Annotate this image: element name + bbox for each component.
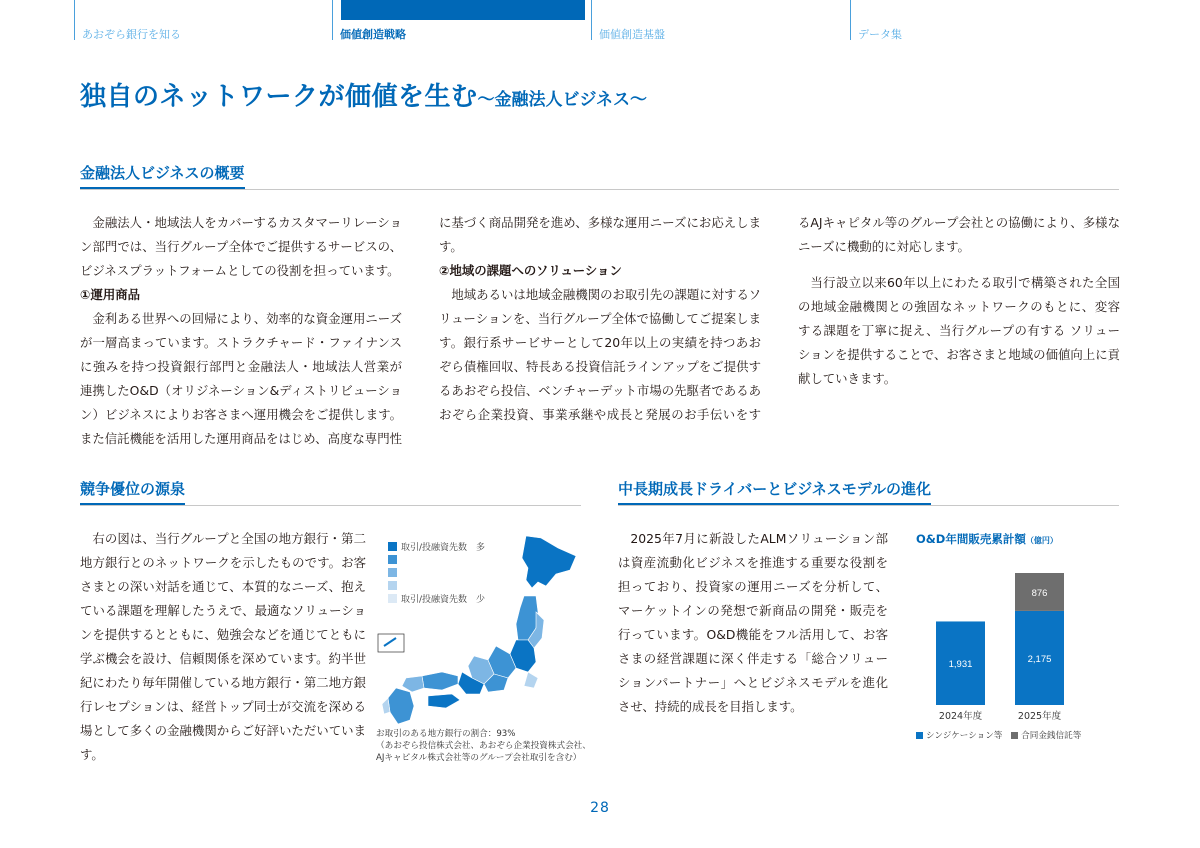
page-title-sub: ～金融法人ビジネス～ <box>477 90 648 110</box>
competitive-body <box>80 527 366 767</box>
overview-paragraph: 当行設立以来60年以上にわたる取引で構築された全国の地域金融機関との強固なネットワークのもとに、変容する課題を丁寧に捉え、当行グループの有する ソリューションを提供することで、お客さまと地域の価値向上に貢献していきます。 <box>798 275 1120 386</box>
chart-title <box>916 531 1058 547</box>
overview-paragraph: 金利ある世界への回帰により、効率的な資金運用ニーズが一層高まっています。ストラクチャード・ファイナンスに強みを持つ投資銀行部門と金融法人・地域法人営業が連携したO&D（オリジネーション&ディストリビューション）ビジネスによりお客さまへ運用機会をご提供します。また信託機能を活用した運用商品をはじめ、高度な専門性に基づく商品開発を進め、多様な運用ニーズにお応えします。 <box>80 215 761 446</box>
tab-data[interactable] <box>850 0 1108 40</box>
growth-paragraph: 2025年7月に新設したALMソリューション部は資産流動化ビジネスを推進する重要な役割を担っており、投資家の運用ニーズを分析して、マーケットインの発想で新商品の開発・販売を行っています。O&D機能をフル活用して、お客さまの経営課題に深く伴走する「総合ソリューションパートナー」へとビジネスモデルを進化させ、持続的成長を目指します。 <box>618 531 888 714</box>
competitive-paragraph: 右の図は、当行グループと全国の地方銀行・第二地方銀行とのネットワークを示したものです。お客さまとの深い対話を通じて、本質的なニーズ、抱えている課題を理解したうえで、最適なソリューションを提供するとともに、勉強会などを通じてともに学ぶ機会を設け、信頼関係を深めています。約半世紀にわたり毎年開催している地方銀行・第二地方銀行レセプションは、経営トップ同士が交流を深める場として多くの金融機関からご好評いただいています。 <box>80 531 366 762</box>
overview-paragraph: 金融法人・地域法人をカバーするカスタマーリレーション部門では、当行グループ全体でご提供するサービスの、ビジネスプラットフォームとしての役割を担っています。 <box>80 215 402 278</box>
tab-value-creation-foundation[interactable] <box>591 0 849 40</box>
section-heading-text: 金融法人ビジネスの概要 <box>80 162 245 189</box>
legend-label-low: 取引/投融資先数 少 <box>401 595 486 605</box>
page-title <box>80 76 647 113</box>
map-legend <box>388 540 508 605</box>
legend-row <box>388 553 508 566</box>
map-note <box>376 728 591 764</box>
section-heading-text: 中長期成長ドライバーとビジネスモデルの進化 <box>618 478 931 505</box>
chart-legend <box>916 729 1087 741</box>
growth-body <box>618 527 888 719</box>
legend-label-high: 取引/投融資先数 多 <box>401 543 486 553</box>
tab-value-creation-strategy[interactable] <box>332 0 590 40</box>
chart-unit: （億円） <box>1025 536 1058 545</box>
bar-value-label: 876 <box>1031 587 1048 599</box>
legend-swatch <box>388 581 397 590</box>
tab-about[interactable] <box>74 0 332 40</box>
od-sales-chart <box>910 560 1110 745</box>
legend-row <box>388 579 508 592</box>
legend-swatch <box>388 594 397 603</box>
map-note-line: AJキャピタル株式会社等のグループ会社取引を含む） <box>376 753 582 763</box>
active-tab-indicator <box>341 0 585 20</box>
overview-paragraph: 地域あるいは地域金融機関のお取引先の課題に対するソリューションを、当行グループ全体で協働してご提案します。銀行系サービサーとして20年以上の実績を持つあおぞら債権回収、特長ある投資信託ラインアップをご提供するあおぞら投信、ベンチャーデット市場の先駆者であるあおぞら企業投資、事業承継や成長と発展のお手伝いをするAJキャピタル等のグループ会社との協働により、多様なニーズに機動的に対応します。 <box>439 215 1120 422</box>
legend-row <box>388 540 508 553</box>
page-number: 28 <box>590 800 610 816</box>
section-heading-growth <box>618 478 1119 506</box>
legend-swatch <box>1011 732 1018 739</box>
map-note-line: お取引のある地方銀行の割合：93% <box>376 729 516 739</box>
section-heading-competitive <box>80 478 581 506</box>
legend-swatch <box>388 555 397 564</box>
section-heading-text: 競争優位の源泉 <box>80 478 185 505</box>
legend-swatch <box>388 568 397 577</box>
top-navigation <box>0 0 1200 44</box>
overview-subheading: ①運用商品 <box>80 287 141 302</box>
legend-row <box>388 566 508 579</box>
tab-label: データ集 <box>858 28 902 41</box>
tab-label: あおぞら銀行を知る <box>82 28 181 41</box>
tab-label: 価値創造基盤 <box>599 28 665 41</box>
category-label: 2025年度 <box>1017 711 1062 722</box>
overview-body <box>80 211 1120 463</box>
chart-title-text: O&D年間販売累計額 <box>916 532 1026 546</box>
tab-label: 価値創造戦略 <box>340 28 406 41</box>
category-label: 2024年度 <box>938 711 983 722</box>
legend-row <box>388 592 508 605</box>
legend-item-syndication <box>916 731 1002 741</box>
bar-value-label: 2,175 <box>1027 653 1052 665</box>
legend-swatch <box>388 542 397 551</box>
legend-label: シンジケーション等 <box>926 731 1003 741</box>
legend-item-trust <box>1011 731 1081 741</box>
overview-subheading: ②地域の課題へのソリューション <box>439 263 622 278</box>
legend-label: 合同金銭信託等 <box>1021 731 1082 741</box>
bar-value-label: 1,931 <box>948 659 973 671</box>
legend-swatch <box>916 732 923 739</box>
section-heading-overview <box>80 162 1119 190</box>
page-title-main: 独自のネットワークが価値を生む <box>80 82 478 112</box>
map-note-line: （あおぞら投信株式会社、あおぞら企業投資株式会社、 <box>376 741 591 751</box>
